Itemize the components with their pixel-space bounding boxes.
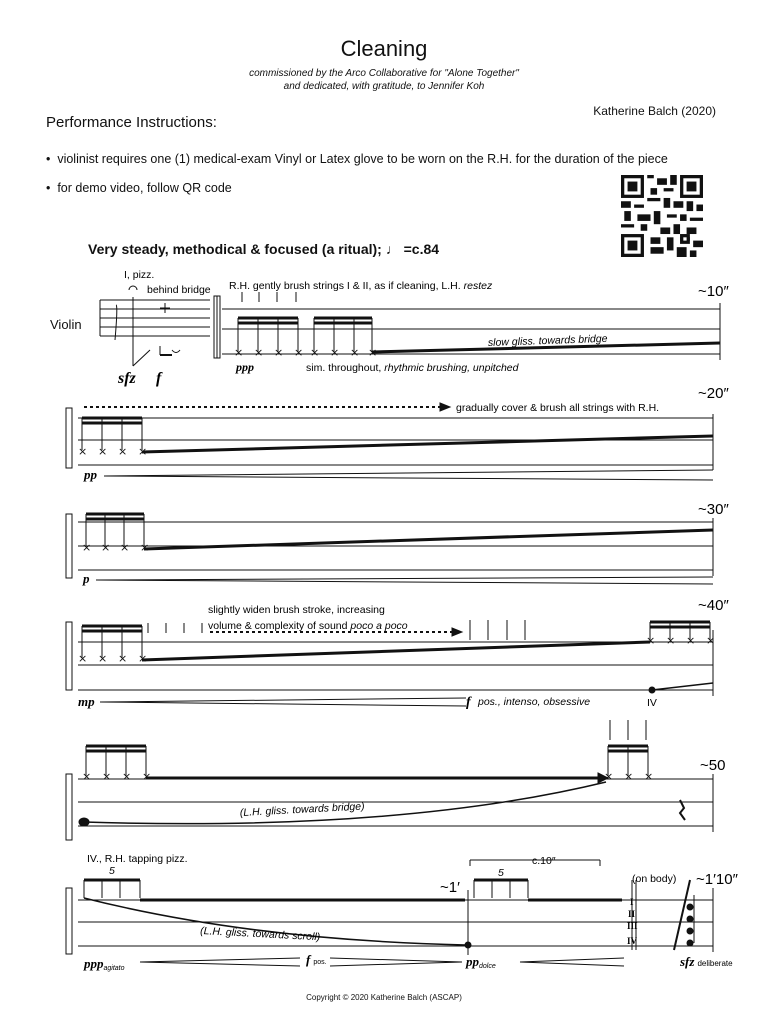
sfz-text: sfz (680, 954, 695, 969)
composer-credit: Katherine Balch (2020) (593, 104, 716, 118)
svg-text:×: × (686, 634, 696, 647)
svg-text:×: × (78, 652, 88, 665)
svg-text:×: × (330, 346, 340, 359)
poco-a-poco-text: poco a poco (350, 620, 408, 632)
svg-text:×: × (604, 770, 614, 783)
svg-text:×: × (140, 541, 150, 554)
svg-text:×: × (368, 346, 378, 359)
f-text: f (306, 952, 311, 967)
dolce-text: dolce (479, 963, 496, 970)
lh-gliss-scroll-annotation: (L.H. gliss. towards scroll) (199, 925, 321, 944)
timing-20s: ~20″ (698, 385, 729, 402)
widen-annotation-line1: slightly widen brush stroke, increasing (208, 604, 385, 616)
tapping-annotation: IV., R.H. tapping pizz. (87, 853, 188, 865)
svg-text:×: × (294, 346, 304, 359)
behind-bridge-annotation: behind bridge (147, 284, 211, 296)
roman-ii: II (628, 909, 636, 919)
dynamic-mp: mp (78, 694, 95, 709)
deliberate-text: deliberate (697, 959, 733, 968)
instruction-bullet-qr: • for demo video, follow QR code (46, 181, 232, 195)
instruction-text: for demo video, follow QR code (57, 181, 232, 195)
string-iv-label: IV (647, 697, 657, 709)
svg-text:×: × (118, 445, 128, 458)
piece-title: Cleaning (340, 36, 428, 61)
on-body-annotation: (on body) (632, 873, 677, 885)
svg-text:×: × (646, 634, 656, 647)
dynamic-sfz-deliberate (679, 954, 733, 969)
f-expression-label: pos., intenso, obsessive (478, 696, 591, 708)
svg-text:×: × (644, 770, 654, 783)
svg-text:×: × (254, 346, 264, 359)
svg-text:×: × (101, 541, 111, 554)
svg-text:×: × (118, 652, 128, 665)
dynamic-p: p (83, 571, 90, 586)
svg-text:×: × (98, 652, 108, 665)
lh-gliss-bridge-annotation: (L.H. gliss. towards bridge) (239, 800, 365, 819)
sim-text: sim. throughout, (306, 362, 382, 374)
pizz-annotation: I, pizz. (124, 269, 155, 281)
instructions-heading: Performance Instructions: (46, 114, 217, 131)
timing-10s: ~10″ (698, 283, 729, 300)
instrument-label: Violin (50, 317, 82, 332)
dynamic-pp: pp (84, 467, 97, 482)
sim-annotation (306, 362, 520, 374)
dynamic-f: f (156, 370, 162, 387)
svg-text:×: × (78, 445, 88, 458)
rh-brush-text: R.H. gently brush strings I & II, as if cleaning, L.H. (229, 280, 461, 292)
svg-text:×: × (102, 770, 112, 783)
pos-text: pos. (313, 959, 327, 966)
dedication-note: and dedicated, with gratitude, to Jennifer Koh (283, 81, 485, 92)
rhythmic-text: rhythmic brushing, unpitched (384, 362, 519, 374)
svg-text:×: × (82, 770, 92, 783)
pp-text: pp (466, 954, 479, 969)
svg-text:×: × (142, 770, 152, 783)
slow-gliss-annotation: slow gliss. towards bridge (487, 332, 608, 349)
svg-text:×: × (310, 346, 320, 359)
tuplet-5: 5 (498, 867, 504, 879)
svg-text:×: × (82, 541, 92, 554)
timing-40s: ~40″ (698, 597, 729, 614)
svg-text:×: × (274, 346, 284, 359)
timing-30s: ~30″ (698, 501, 729, 518)
roman-iii: III (627, 921, 638, 931)
svg-text:×: × (624, 770, 634, 783)
timing-50: ~50 (700, 757, 726, 774)
dynamic-sfz: sfz (118, 370, 136, 387)
rh-brush-annotation (229, 280, 493, 292)
commission-note: commissioned by the Arco Collaborative for "Alone Together" (249, 68, 519, 79)
svg-text:×: × (98, 445, 108, 458)
agitato-text: agitato (103, 965, 125, 972)
duration-c10: c.10″ (532, 855, 556, 867)
svg-text:×: × (122, 770, 132, 783)
gradually-annotation: gradually cover & brush all strings with R.H. (456, 402, 660, 414)
instruction-bullet-glove: • violinist requires one (1) medical-exam Vinyl or Latex glove to be worn on the R.H. for the duration of the piece (46, 152, 668, 166)
dynamic-ppp: ppp (236, 360, 254, 374)
svg-text:×: × (138, 445, 148, 458)
roman-i: I (630, 897, 634, 907)
timing-1m: ~1′ (440, 879, 460, 896)
svg-text:×: × (666, 634, 676, 647)
dynamic-f-intenso: f (466, 695, 471, 710)
restez-text: restez (463, 280, 493, 292)
svg-text:×: × (350, 346, 360, 359)
widen-annotation-line2 (208, 620, 408, 632)
svg-text:×: × (120, 541, 130, 554)
widen-text: volume & complexity of sound (208, 620, 348, 632)
tempo-marking: Very steady, methodical & focused (a ritual); ♩ =c.84 (88, 241, 440, 257)
svg-text:×: × (234, 346, 244, 359)
svg-text:×: × (138, 652, 148, 665)
dynamic-f-pos (306, 952, 327, 967)
svg-text:×: × (706, 634, 716, 647)
dynamic-ppp-agitato (83, 956, 125, 972)
ppp-text: ppp (84, 956, 104, 971)
timing-1m10s: ~1′10″ (696, 871, 738, 888)
tuplet-5: 5 (109, 865, 115, 877)
copyright-notice: Copyright © 2020 Katherine Balch (ASCAP) (306, 993, 462, 1002)
roman-iv: IV (627, 936, 638, 946)
dynamic-pp-dolce (465, 954, 496, 970)
instruction-text: violinist requires one (1) medical-exam Vinyl or Latex glove to be worn on the R.H. for the duration of the piece (57, 152, 668, 166)
